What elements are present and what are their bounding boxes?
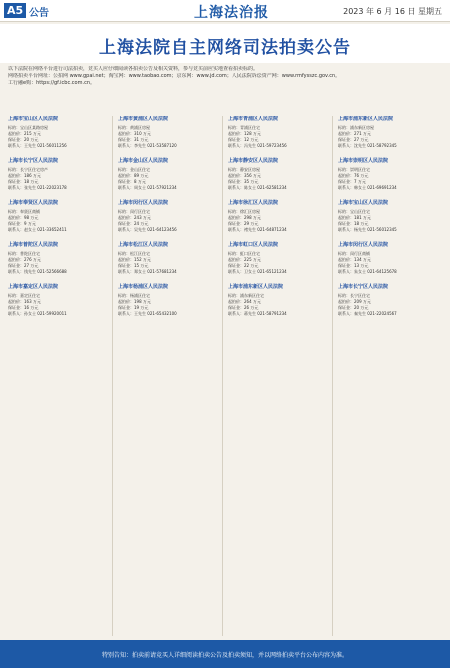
page-headline: 上海法院自主网络司法拍卖公告 [99, 38, 351, 58]
court-name: 上海市普陀区人民法院 [8, 242, 59, 248]
notice-column [118, 116, 223, 636]
detail-line: 联系人：郑女士 021-57681234 [118, 269, 177, 274]
detail-line: 起拍价：152 万元 [118, 257, 151, 262]
court-name: 上海市浦东新区人民法院 [228, 284, 284, 290]
detail-line: 联系人：王先生 021-65432100 [118, 311, 177, 316]
auction-notice [8, 200, 109, 233]
detail-line: 联系人：卫女士 021-65121234 [228, 269, 287, 274]
detail-line: 联系人：吴先生 021-64123456 [118, 227, 177, 232]
court-name: 上海市长宁区人民法院 [338, 284, 389, 290]
detail-line: 联系人：朱女士 021-64125678 [338, 269, 397, 274]
detail-line: 联系人：冯先生 021-59723456 [228, 143, 287, 148]
auction-notice [8, 158, 109, 191]
court-name: 上海市宝山区人民法院 [8, 116, 59, 122]
detail-line: 联系人：张先生 021-22023178 [8, 185, 67, 190]
court-name: 上海市杨浦区人民法院 [118, 284, 169, 290]
detail-line: 起拍价：134 万元 [338, 257, 371, 262]
detail-line: 标的：宝山区某路房屋 [8, 125, 48, 130]
detail-line: 起拍价：225 万元 [228, 257, 261, 262]
notice-columns [8, 116, 442, 636]
detail-line: 保证金：26 万元 [228, 305, 259, 310]
detail-line: 标的：崇明区住宅 [338, 167, 370, 172]
detail-line: 起拍价：209 万元 [338, 299, 371, 304]
court-name: 上海市宝山区人民法院 [338, 200, 389, 206]
detail-line: 保证金：16 万元 [8, 305, 39, 310]
notice-column [338, 116, 442, 636]
detail-line: 起拍价：356 万元 [228, 173, 261, 178]
footer-text: 特别告知：拍卖前请竞买人详细阅读拍卖公告及拍卖须知，并以网络拍卖平台公布内容为准。 [101, 651, 348, 659]
auction-notice [8, 242, 109, 275]
notice-details [228, 125, 329, 149]
notice-details [118, 125, 219, 149]
court-name: 上海市嘉定区人民法院 [8, 284, 59, 290]
headline-band [0, 24, 450, 63]
court-name: 上海市崇明区人民法院 [338, 158, 389, 164]
detail-line: 保证金：20 万元 [8, 137, 39, 142]
detail-line: 标的：青浦区住宅 [228, 125, 260, 130]
detail-line: 联系人：赵女士 021-33652411 [8, 227, 67, 232]
section-title: 公告 [29, 8, 49, 19]
detail-line: 起拍价：181 万元 [338, 215, 371, 220]
detail-line: 起拍价：276 万元 [8, 257, 41, 262]
detail-line: 标的：闵行区住宅 [118, 209, 150, 214]
detail-line: 联系人：王先生 021-56011256 [8, 143, 67, 148]
notice-details [8, 209, 109, 233]
court-name: 上海市松江区人民法院 [118, 242, 169, 248]
court-name: 上海市长宁区人民法院 [8, 158, 59, 164]
detail-line: 标的：松江区住宅 [118, 251, 150, 256]
court-name: 上海市静安区人民法院 [228, 158, 279, 164]
detail-line: 起拍价：310 万元 [118, 131, 151, 136]
detail-line: 联系人：韩女士 021-69691234 [338, 185, 397, 190]
detail-line: 起拍价：264 万元 [228, 299, 261, 304]
notice-details [338, 251, 439, 275]
detail-line: 联系人：褚先生 021-64871234 [228, 227, 287, 232]
intro-line: 工行融e购：https://gf.icbc.com.cn。 [8, 80, 95, 86]
court-name: 上海市金山区人民法院 [118, 158, 169, 164]
detail-line: 标的：宝山区住宅 [338, 209, 370, 214]
detail-line: 起拍价：76 万元 [338, 173, 369, 178]
auction-notice [338, 158, 439, 191]
detail-line: 保证金：15 万元 [118, 263, 149, 268]
auction-notice [118, 158, 219, 191]
auction-notice [338, 242, 439, 275]
detail-line: 联系人：沈先生 021-58792345 [338, 143, 397, 148]
court-name: 上海市青浦区人民法院 [228, 116, 279, 122]
detail-line: 标的：长宁区住宅 [338, 293, 370, 298]
auction-notice [8, 284, 109, 317]
notice-details [118, 293, 219, 317]
masthead [0, 0, 450, 22]
court-name: 上海市黄浦区人民法院 [118, 116, 169, 122]
detail-line: 保证金：18 万元 [338, 221, 369, 226]
court-name: 上海市徐汇区人民法院 [228, 200, 279, 206]
court-name: 上海市闵行区人民法院 [118, 200, 169, 206]
detail-line: 保证金：24 万元 [118, 221, 149, 226]
auction-notice [228, 200, 329, 233]
detail-line: 标的：浦东新区住宅 [228, 293, 264, 298]
detail-line: 保证金：13 万元 [338, 263, 369, 268]
detail-line: 标的：闵行区商铺 [338, 251, 370, 256]
detail-line: 标的：奉贤区商铺 [8, 209, 40, 214]
auction-notice [338, 116, 439, 149]
detail-line: 联系人：蒋先生 021-58791234 [228, 311, 287, 316]
detail-line: 保证金：18 万元 [8, 179, 39, 184]
page-number-badge: A5 [4, 3, 26, 18]
intro-paragraph [8, 66, 442, 112]
detail-line: 保证金：8 万元 [118, 179, 146, 184]
detail-line: 标的：长宁区住宅房产 [8, 167, 48, 172]
detail-line: 联系人：杨先生 021-56012345 [338, 227, 397, 232]
detail-line: 起拍价：98 万元 [8, 215, 39, 220]
notice-details [228, 251, 329, 275]
detail-line: 保证金：22 万元 [228, 263, 259, 268]
detail-line: 保证金：29 万元 [228, 221, 259, 226]
issue-date: 2023 年 6 月 16 日 星期五 [343, 7, 442, 16]
notice-details [228, 167, 329, 191]
detail-line: 标的：金山区住宅 [118, 167, 150, 172]
notice-column [8, 116, 113, 636]
detail-line: 起拍价：89 万元 [118, 173, 149, 178]
detail-line: 标的：嘉定区住宅 [8, 293, 40, 298]
auction-notice [338, 200, 439, 233]
notice-details [338, 167, 439, 191]
detail-line: 标的：静安区房屋 [228, 167, 260, 172]
detail-line: 起拍价：243 万元 [118, 215, 151, 220]
notice-details [338, 209, 439, 233]
detail-line: 保证金：19 万元 [118, 305, 149, 310]
detail-line: 标的：虹口区住宅 [228, 251, 260, 256]
intro-line: 以下法院在网络平台进行司法拍卖，竞买人应仔细阅读各拍卖公告及相关资料，参与竞买前应实地查看拍卖标的。 [8, 66, 259, 72]
detail-line: 起拍价：163 万元 [8, 299, 41, 304]
detail-line: 保证金：27 万元 [338, 137, 369, 142]
detail-line: 保证金：12 万元 [228, 137, 259, 142]
auction-notice [118, 200, 219, 233]
detail-line: 联系人：钱先生 021-52566688 [8, 269, 67, 274]
detail-line: 标的：普陀区住宅 [8, 251, 40, 256]
auction-notice [228, 116, 329, 149]
detail-line: 标的：杨浦区住宅 [118, 293, 150, 298]
notice-details [118, 209, 219, 233]
detail-line: 标的：徐汇区房屋 [228, 209, 260, 214]
notice-details [338, 125, 439, 149]
detail-line: 保证金：31 万元 [118, 137, 149, 142]
detail-line: 标的：浦东新区房屋 [338, 125, 374, 130]
detail-line: 联系人：陈女士 021-62581234 [228, 185, 287, 190]
auction-notice [118, 116, 219, 149]
detail-line: 联系人：周女士 021-57921234 [118, 185, 177, 190]
footer-notice [0, 640, 450, 668]
detail-line: 起拍价：298 万元 [228, 215, 261, 220]
detail-line: 起拍价：186 万元 [8, 173, 41, 178]
detail-line: 联系人：李先生 021-53587120 [118, 143, 177, 148]
notice-details [228, 293, 329, 317]
detail-line: 保证金：27 万元 [8, 263, 39, 268]
auction-notice [228, 158, 329, 191]
notice-column [228, 116, 333, 636]
newspaper-logo: 上海法治报 [194, 5, 269, 21]
auction-notice [118, 284, 219, 317]
detail-line: 联系人：秦先生 021-22024567 [338, 311, 397, 316]
court-name: 上海市奉贤区人民法院 [8, 200, 59, 206]
detail-line: 保证金：20 万元 [338, 305, 369, 310]
detail-line: 保证金：9 万元 [8, 221, 36, 226]
detail-line: 保证金：7 万元 [338, 179, 366, 184]
notice-details [228, 209, 329, 233]
detail-line: 起拍价：198 万元 [118, 299, 151, 304]
detail-line: 起拍价：271 万元 [338, 131, 371, 136]
notice-details [338, 293, 439, 317]
notice-details [8, 293, 109, 317]
notice-details [8, 251, 109, 275]
detail-line: 标的：黄浦区房屋 [118, 125, 150, 130]
detail-line: 起拍价：215 万元 [8, 131, 41, 136]
notice-details [8, 125, 109, 149]
notice-details [118, 167, 219, 191]
detail-line: 保证金：35 万元 [228, 179, 259, 184]
court-name: 上海市浦东新区人民法院 [338, 116, 394, 122]
auction-notice [228, 242, 329, 275]
detail-line: 起拍价：128 万元 [228, 131, 261, 136]
auction-notice [118, 242, 219, 275]
auction-notice [8, 116, 109, 149]
court-name: 上海市闵行区人民法院 [338, 242, 389, 248]
notice-details [8, 167, 109, 191]
court-name: 上海市虹口区人民法院 [228, 242, 279, 248]
detail-line: 联系人：孙女士 021-59920011 [8, 311, 67, 316]
auction-notice [338, 284, 439, 317]
auction-notice [228, 284, 329, 317]
notice-details [118, 251, 219, 275]
intro-line: 网络拍卖平台网址：公拍网 www.gpai.net；淘宝网：www.taobao.com；京东网：www.jd.com；人民法院诉讼资产网：www.rmfysszc.gov.cn。 [8, 73, 341, 79]
